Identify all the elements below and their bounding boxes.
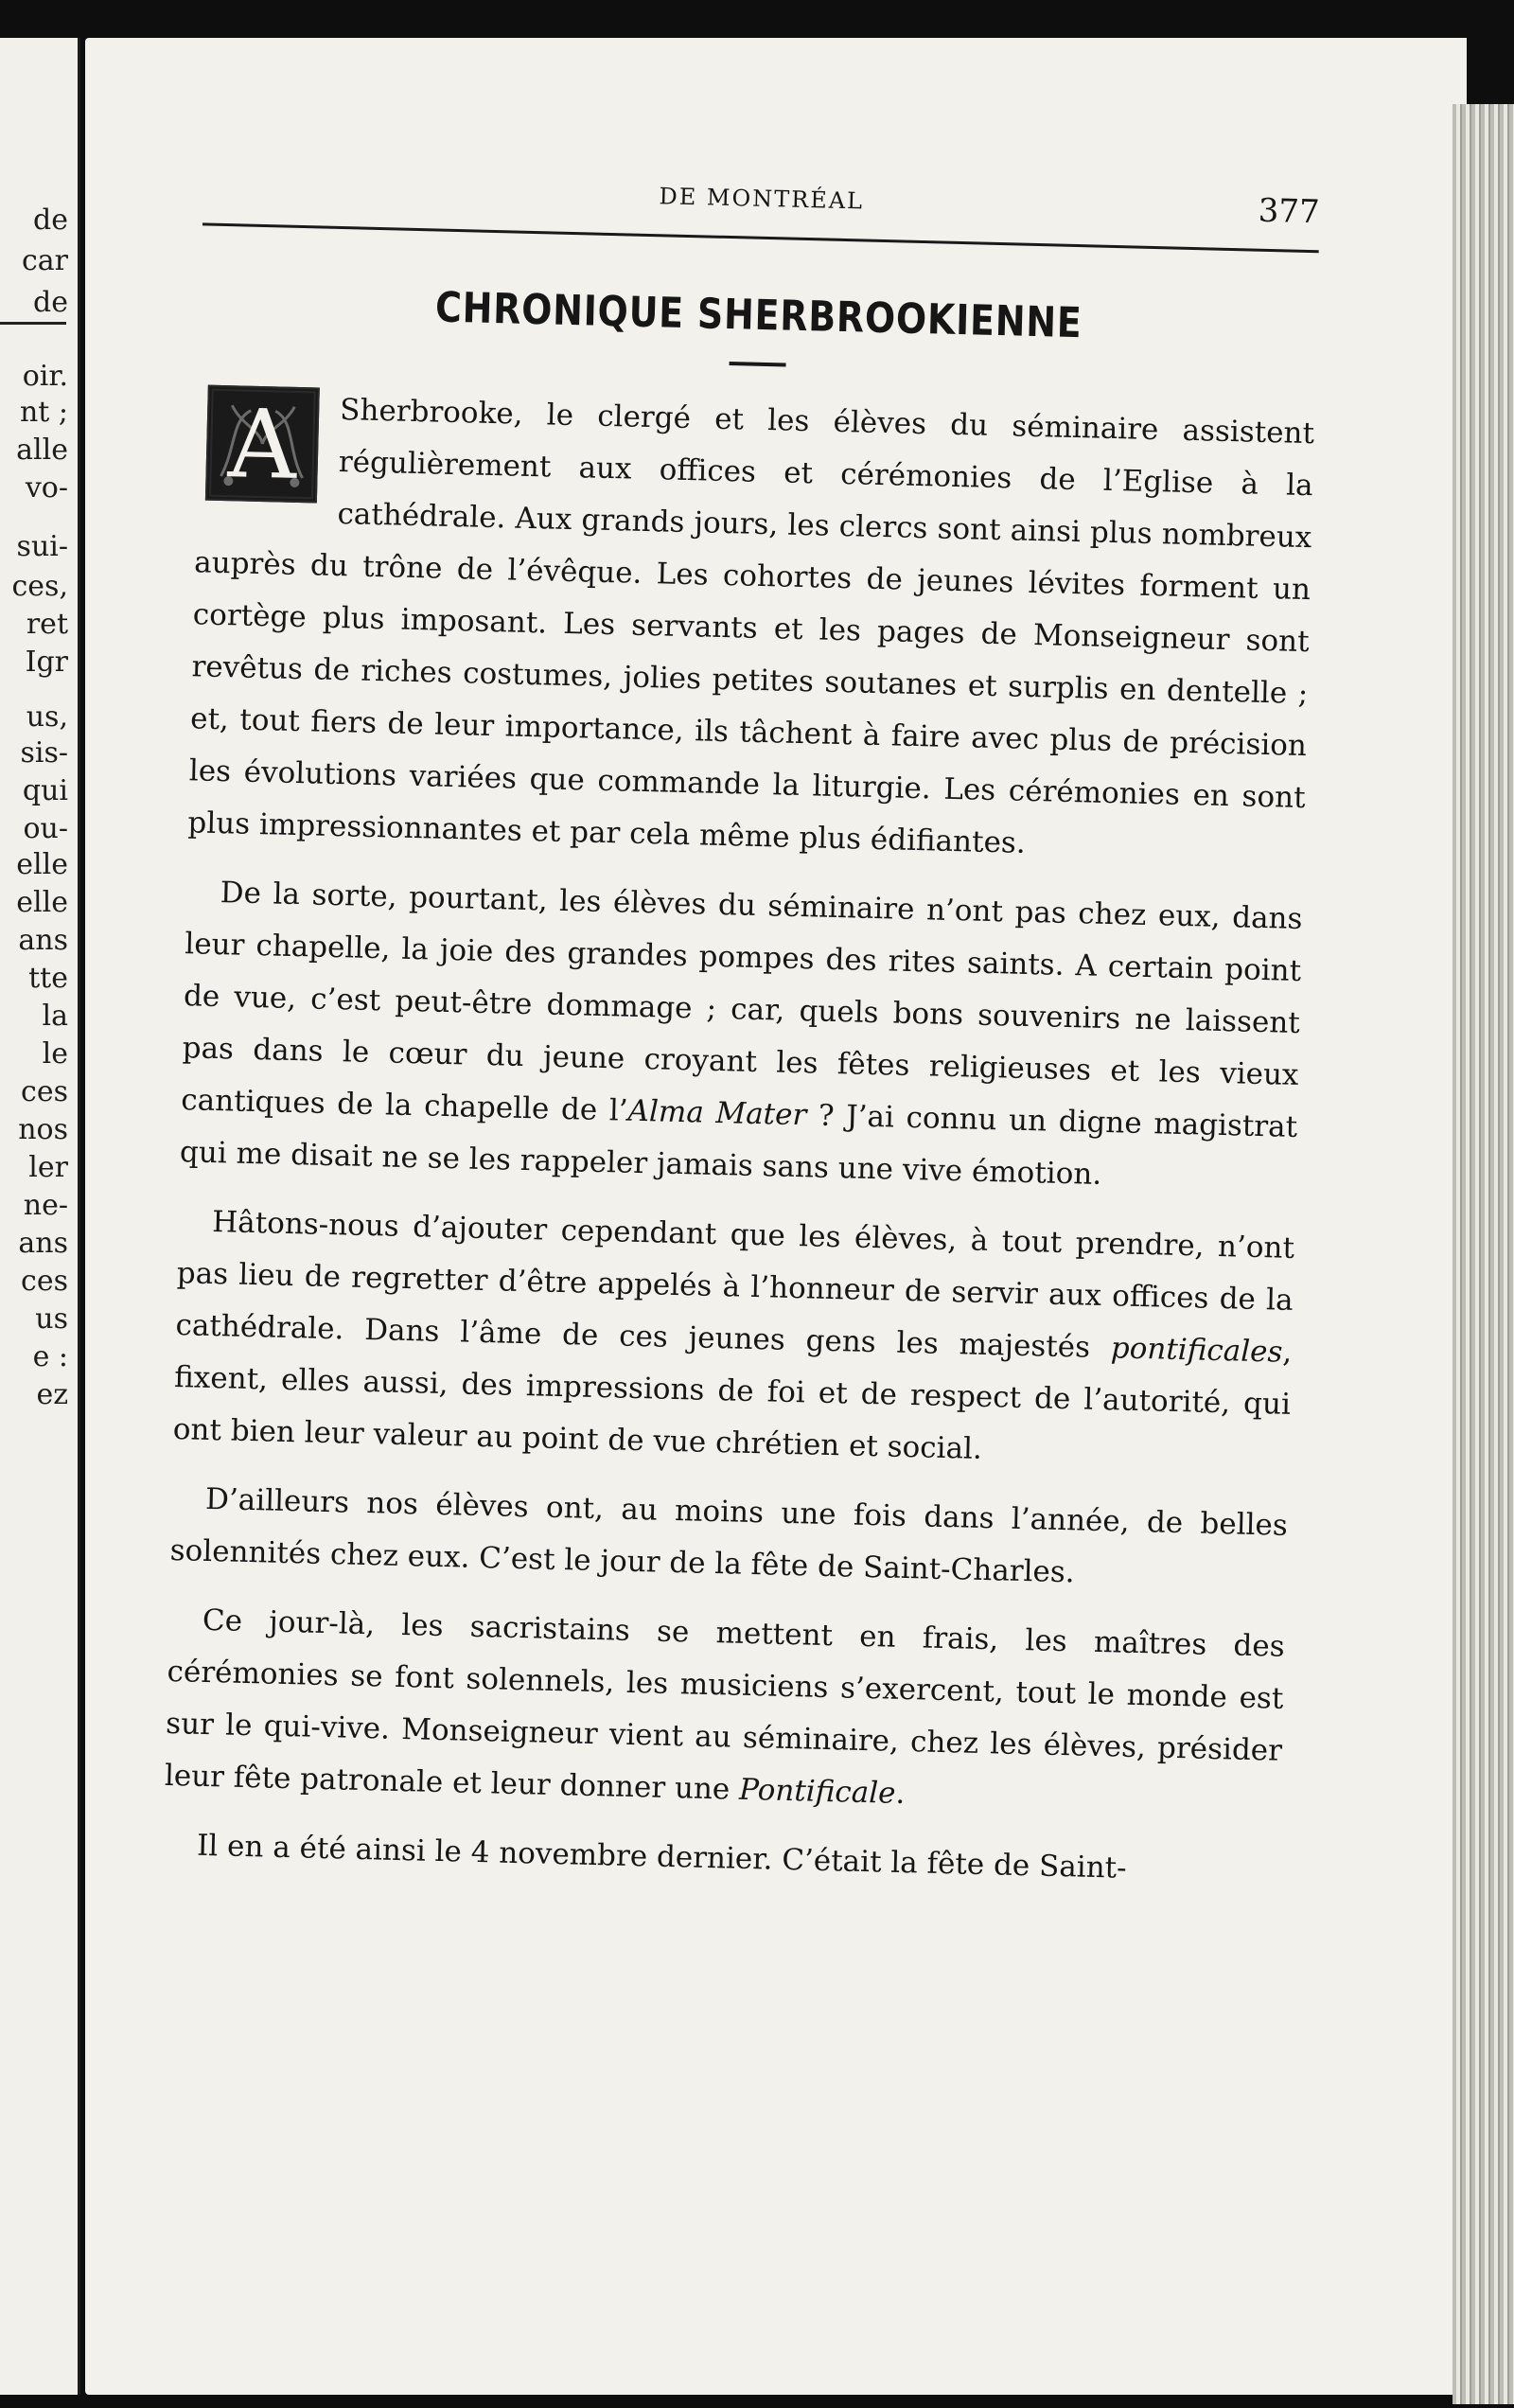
page-content	[162, 166, 1320, 1915]
left-page-fragment: vo-	[25, 471, 68, 505]
left-page-fragment: de	[33, 204, 68, 237]
left-page-fragment: us	[35, 1302, 68, 1336]
running-title: DE MONTRÉAL	[659, 183, 865, 215]
paragraph-4	[169, 1473, 1288, 1604]
left-page-fragment: sis-	[20, 736, 68, 770]
page-number: 377	[1258, 191, 1321, 232]
paragraph-2	[179, 866, 1303, 1206]
left-page-fragment: ou-	[23, 812, 68, 845]
drop-cap-letter: A	[226, 387, 298, 501]
chapter-title: CHRONIQUE SHERBROOKIENNE	[434, 283, 1083, 348]
left-page-fragment: qui	[22, 774, 68, 807]
paragraph-5-italic: Pontificale	[738, 1772, 896, 1811]
left-page-fragment: sui-	[16, 530, 68, 563]
paragraph-5-text-end: .	[895, 1776, 906, 1812]
left-page-rule	[0, 322, 66, 325]
left-page-fragment: ret	[26, 608, 68, 641]
left-page-fragment: ler	[28, 1151, 68, 1184]
paragraph-3-italic: pontificales	[1110, 1331, 1283, 1370]
left-page-fragment: de	[33, 286, 68, 319]
left-page-fragment: ces	[21, 1075, 68, 1108]
paragraph-3-text-end: , fixent, elles aussi, des impressions de foi et de respect de l’autorité, qui ont bien leur valeur au point de vue chrétien et social.	[172, 1335, 1293, 1466]
title-rule	[730, 362, 786, 366]
page-edge-stack	[1452, 104, 1514, 2404]
left-page-fragment: ans	[18, 1227, 68, 1260]
book-page	[85, 38, 1467, 2395]
left-page-fragment: ces,	[11, 570, 68, 603]
left-page-fragment: oir.	[22, 360, 68, 393]
paragraph-1	[187, 381, 1315, 876]
left-page-fragment: ans	[18, 924, 68, 957]
paragraph-5-text: Ce jour-là, les sacristains se mettent en frais, les maîtres des cérémonies se font solennels, les musiciens s’exercent, tout le monde est sur le qui-vive. Monseigneur vient au séminaire, chez les élèves, présider leur fête patronale et leur donner une	[164, 1602, 1286, 1807]
paragraph-5	[164, 1594, 1285, 1830]
left-page-strip	[0, 38, 80, 2395]
drop-cap	[205, 385, 320, 504]
left-page-fragment: le	[42, 1037, 68, 1071]
paragraph-6	[162, 1819, 1279, 1899]
paragraph-3	[172, 1195, 1294, 1483]
running-head	[202, 166, 1320, 253]
left-page-fragment: us,	[26, 700, 68, 734]
left-page-fragment: ez	[36, 1378, 68, 1411]
left-page-fragment: elle	[16, 848, 68, 881]
left-page-fragment: ces	[21, 1265, 68, 1298]
left-page-fragment: ne-	[23, 1189, 68, 1222]
paragraph-2-text-end: ? J’ai connu un digne magistrat qui me disait ne se les rappeler jamais sans une vive émotion.	[179, 1098, 1298, 1192]
left-page-fragment: nt ;	[19, 396, 68, 429]
left-page-fragment: elle	[16, 886, 68, 919]
paragraph-2-italic: Alma Mater	[627, 1093, 807, 1133]
left-page-fragment: tte	[28, 962, 68, 995]
left-page-fragment: e :	[32, 1340, 68, 1373]
left-page-fragment: nos	[18, 1113, 68, 1146]
left-page-fragment: car	[21, 244, 68, 277]
paragraph-1-text: Sherbrooke, le clergé et les élèves du séminaire assistent régulièrement aux offices et cérémonies de l’Eglise à la cathédrale. Aux grands jours, les clercs sont ainsi plus nombreux auprès du trône de l’évêque. Les cohortes de jeunes lévites forment un cortège plus imposant. Les servants et les pages de Monseigneur sont revêtus de riches costumes, jolies petites soutanes et surplis en dentelle ; et, tout fiers de leur importance, ils tâchent à faire avec plus de précision les évolutions variées que commande la liturgie. Les cérémonies en sont plus impressionnantes et par cela même plus édifiantes.	[187, 393, 1315, 860]
paragraph-3-text: Hâtons-nous d’ajouter cependant que les élèves, à tout prendre, n’ont pas lieu de regretter d’être appelés à l’honneur de servir aux offices de la cathédrale. Dans l’âme de ces jeunes gens les majestés	[175, 1204, 1295, 1366]
left-page-fragment: la	[42, 1000, 68, 1033]
paragraph-6-text: Il en a été ainsi le 4 novembre dernier. C’était la fête de Saint-	[196, 1828, 1128, 1886]
paragraph-4-text: D’ailleurs nos élèves ont, au moins une fois dans l’année, de belles solennités chez eux. C’est le jour de la fête de Saint-Charles.	[169, 1481, 1289, 1590]
left-page-fragment: alle	[16, 434, 68, 467]
left-page-fragment: Igr	[25, 646, 68, 679]
paragraph-2-text: De la sorte, pourtant, les élèves du séminaire n’ont pas chez eux, dans leur chapelle, la joie des grandes pompes des rites saints. A certain point de vue, c’est peut-être dommage ; car, quels bons souvenirs ne laissent pas dans le cœur du jeune croyant les fêtes religieuses et les vieux cantiques de la chapelle de l’	[180, 876, 1303, 1128]
